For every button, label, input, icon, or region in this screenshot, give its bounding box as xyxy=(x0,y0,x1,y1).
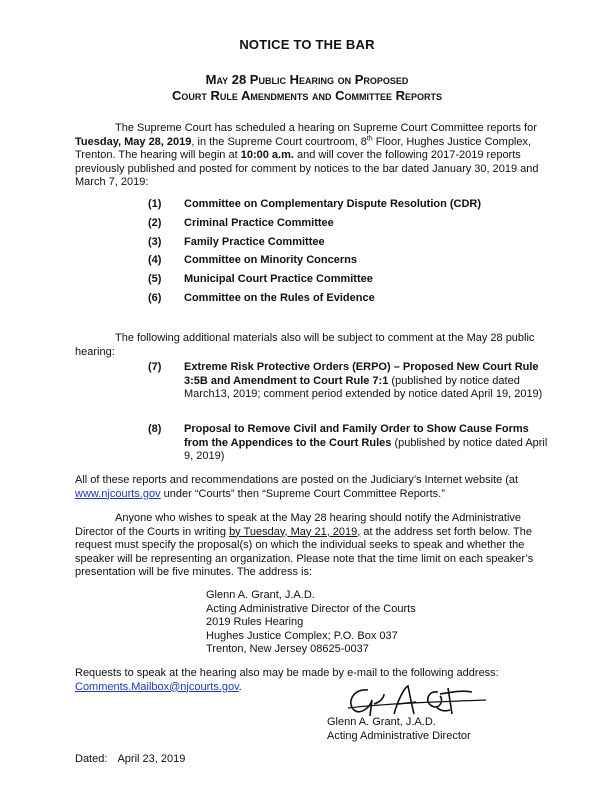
dated-line xyxy=(75,753,185,767)
address-line: Hughes Justice Complex; P.O. Box 037 xyxy=(206,629,398,642)
signature-block xyxy=(327,716,527,743)
additional-item-7: (7) Extreme Risk Protective Orders (ERPO) – Proposed New Court Rule 3:5B and Amendment to Court Rule 7:1 (published by notice dated March13, 2019; comment period extended by notice dated April 19, 2019) xyxy=(148,361,543,400)
email-link[interactable]: Comments.Mailbox@njcourts.gov xyxy=(75,680,239,693)
committee-name: Committee on the Rules of Evidence xyxy=(184,291,375,304)
address-line: Trenton, New Jersey 08625-0037 xyxy=(206,643,369,655)
handwritten-signature xyxy=(340,680,490,720)
mailing-address xyxy=(206,589,506,657)
notice-heading: NOTICE TO THE BAR xyxy=(239,37,375,52)
website-paragraph: All of these reports and recommendations are posted on the Judiciary’s Internet website (at www.njcourts.gov under “Courts” then “Supreme Court Committee Reports.” xyxy=(75,474,519,500)
list-item: (3) Family Practice Committee xyxy=(148,235,325,248)
committee-name: Family Practice Committee xyxy=(184,235,325,248)
committee-name: Criminal Practice Committee xyxy=(184,216,334,229)
address-line: Acting Administrative Director of the Courts xyxy=(206,602,416,615)
additional-item-8: (8) Proposal to Remove Civil and Family Order to Show Cause Forms from the Appendices to the Court Rules (published by notice dated April 9, 2019) xyxy=(148,423,548,462)
email-paragraph: Requests to speak at the hearing also may be made by e-mail to the following address: Comments.Mailbox@njcourts.gov. xyxy=(75,667,499,693)
hearing-date: Tuesday, May 28, 2019 xyxy=(75,135,192,148)
intro-paragraph: The Supreme Court has scheduled a hearing on Supreme Court Committee reports for Tuesday, May 28, 2019, in the Supreme Court courtroom, 8th Floor, Hughes Justice Complex, Trenton. The hearing will begin at 10:00 a.m. and will cover the following 2017-2019 reports previously published and posted for comment by notices to the bar dated January 30, 2019 and March 7, 2019: xyxy=(75,122,539,188)
title-line-2: Court Rule Amendments and Committee Reports xyxy=(171,88,442,103)
signer-name: Glenn A. Grant, J.A.D. xyxy=(327,716,436,728)
website-link[interactable]: www.njcourts.gov xyxy=(75,487,161,500)
document-title xyxy=(0,72,614,104)
dated-label: Dated: xyxy=(75,753,108,765)
address-line: Glenn A. Grant, J.A.D. xyxy=(206,589,315,601)
additional-materials-paragraph: The following additional materials also will be subject to comment at the May 28 public hearing: xyxy=(75,332,535,358)
list-item: (2) Criminal Practice Committee xyxy=(148,216,334,229)
title-line-1: May 28 Public Hearing on Proposed xyxy=(205,72,409,87)
hearing-time: 10:00 a.m. xyxy=(240,149,294,161)
list-item: (5) Municipal Court Practice Committee xyxy=(148,273,373,286)
committee-name: Municipal Court Practice Committee xyxy=(184,273,373,286)
committee-list xyxy=(148,198,548,311)
committee-name: Committee on Minority Concerns xyxy=(184,254,357,267)
speaker-paragraph: Anyone who wishes to speak at the May 28 hearing should notify the Administrative Director of the Courts in writing by Tuesday, May 21, 2019, at the address set forth below. The request must specify the proposal(s) on which the individual seeks to speak and whether the speaker will be representing an organization. Please note that the time limit on each speaker’s presentation will be five minutes. The address is: xyxy=(75,512,534,578)
address-line: 2019 Rules Hearing xyxy=(206,616,304,628)
deadline-date: by Tuesday, May 21, 2019, xyxy=(229,525,361,538)
list-item: (6) Committee on the Rules of Evidence xyxy=(148,291,375,304)
committee-name: Committee on Complementary Dispute Resolution (CDR) xyxy=(184,198,482,210)
signer-title: Acting Administrative Director xyxy=(327,729,471,742)
list-item: (4) Committee on Minority Concerns xyxy=(148,254,357,267)
list-item: (1) Committee on Complementary Dispute Resolution (CDR) xyxy=(148,198,482,210)
dated-date: April 23, 2019 xyxy=(117,753,186,765)
